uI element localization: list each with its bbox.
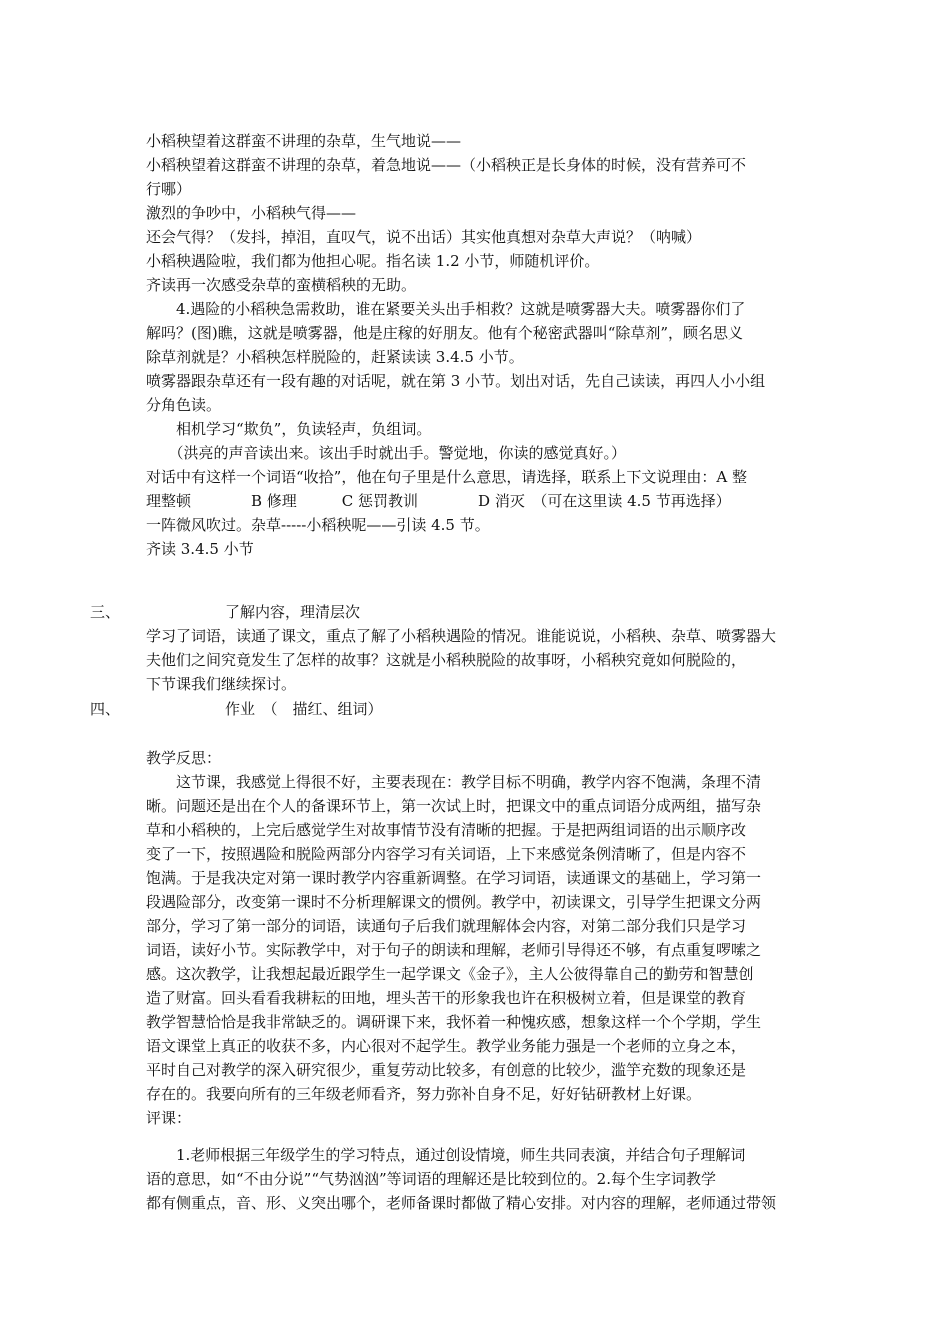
- text-line: 齐读再一次感受杂草的蛮横稻秧的无助。: [146, 276, 417, 294]
- section-3-body: [146, 624, 810, 696]
- reflection-heading: 教学反思：: [146, 749, 222, 767]
- text-line: 感。这次教学，让我想起最近跟学生一起学课文《金子》，主人公彼得靠自己的勤劳和智慧创: [146, 965, 754, 983]
- text-line: 1.老师根据三年级学生的学习特点，通过创设情境，师生共同表演，并结合句子理解词: [146, 1146, 746, 1164]
- text-line: 相机学习“欺负”，负读轻声，负组词。: [146, 420, 432, 438]
- text-line: 4.遇险的小稻秧急需救助，谁在紧要关头出手相救？这就是喷雾器大夫。喷雾器你们了: [146, 300, 746, 318]
- text-line: 小稻秧望着这群蛮不讲理的杂草，着急地说——（小稻秧正是长身体的时候，没有营养可不: [146, 156, 747, 174]
- reflection-body: [146, 770, 810, 1106]
- text-line: 语的意思，如“不由分说”“气势汹汹”等词语的理解还是比较到位的。2.每个生字词教学: [146, 1170, 716, 1188]
- text-line: 激烈的争吵中，小稻秧气得——: [146, 204, 357, 222]
- text-line: 下节课我们继续探讨。: [146, 675, 297, 693]
- text-line: （洪亮的声音读出来。该出手时就出手。警觉地，你读的感觉真好。）: [146, 444, 627, 462]
- text-line: 语文课堂上真正的收获不多，内心很对不起学生。教学业务能力强是一个老师的立身之本，: [146, 1037, 747, 1055]
- text-line: 晰。问题还是出在个人的备课环节上，第一次试上时，把课文中的重点词语分成两组，描写杂: [146, 797, 762, 815]
- text-line: 分角色读。: [146, 396, 222, 414]
- text-line: 存在的。我要向所有的三年级老师看齐，努力弥补自身不足，好好钻研教材上好课。: [146, 1085, 702, 1103]
- text-line: 解吗？(图)瞧，这就是喷雾器，他是庄稼的好朋友。他有个秘密武器叫“除草剂”，顾名思义: [146, 324, 744, 342]
- text-line: 平时自己对教学的深入研究很少，重复劳动比较多，有创意的比较少，滥竽充数的现象还是: [146, 1061, 747, 1079]
- section-3-number: 三、: [90, 603, 121, 621]
- text-line: 行哪）: [146, 180, 192, 198]
- text-line: 学习了词语，读通了课文，重点了解了小稻秧遇险的情况。谁能说说，小稻秧、杂草、喷雾器大: [146, 627, 777, 645]
- text-line: 变了一下，按照遇险和脱险两部分内容学习有关词语，上下来感觉条例清晰了，但是内容不: [146, 845, 747, 863]
- text-line: 都有侧重点，音、形、义突出哪个，老师备课时都做了精心安排。对内容的理解，老师通过带领: [146, 1194, 777, 1212]
- text-line: 教学智慧恰恰是我非常缺乏的。调研课下来，我怀着一种愧疚感，想象这样一个个学期，学生: [146, 1013, 762, 1031]
- text-line: 夫他们之间究竟发生了怎样的故事？这就是小稻秧脱险的故事呀，小稻秧究竟如何脱险的，: [146, 651, 747, 669]
- text-line: 小稻秧望着这群蛮不讲理的杂草，生气地说——: [146, 132, 462, 150]
- review-heading: 评课：: [146, 1109, 192, 1127]
- text-line: 小稻秧遇险啦，我们都为他担心呢。指名读 1.2 小节，师随机评价。: [146, 252, 600, 270]
- review-body: [146, 1143, 810, 1215]
- text-line: 对话中有这样一个词语“收拾”，他在句子里是什么意思，请选择，联系上下文说理由：A 整: [146, 468, 747, 486]
- text-line: 造了财富。回头看看我耕耘的田地，埋头苦干的形象我也许在积极树立着，但是课堂的教育: [146, 989, 747, 1007]
- text-line: 词语，读好小节。实际教学中，对于句子的朗读和理解，老师引导得还不够，有点重复啰嗦之: [146, 941, 762, 959]
- text-line: 草和小稻秧的，上完后感觉学生对故事情节没有清晰的把握。于是把两组词语的出示顺序改: [146, 821, 747, 839]
- text-line: 还会气得？（发抖，掉泪，直叹气，说不出话）其实他真想对杂草大声说？（呐喊）: [146, 228, 702, 246]
- section-4-number: 四、: [90, 700, 121, 718]
- section-4-title: 作业 （ 描红、组词）: [225, 700, 383, 718]
- text-line: 喷雾器跟杂草还有一段有趣的对话呢，就在第 3 小节。划出对话，先自己读读，再四人小小组: [146, 372, 766, 390]
- text-line: 段遇险部分，改变第一课时不分析理解课文的惯例。教学中，初读课文，引导学生把课文分两: [146, 893, 762, 911]
- text-line: 齐读 3.4.5 小节: [146, 540, 254, 558]
- section-3-title: 了解内容，理清层次: [225, 603, 361, 621]
- text-line: 除草剂就是？小稻秧怎样脱险的，赶紧读读 3.4.5 小节。: [146, 348, 524, 366]
- text-line: 理整顿 B 修理 C 惩罚教训 D 消灭 （可在这里读 4.5 节再选择）: [146, 492, 731, 510]
- text-line: 这节课，我感觉上得很不好，主要表现在：教学目标不明确，教学内容不饱满，条理不清: [146, 773, 762, 791]
- text-line: 部分，学习了第一部分的词语，读通句子后我们就理解体会内容，对第二部分我们只是学习: [146, 917, 747, 935]
- text-line: 一阵微风吹过。杂草-----小稻秧呢——引读 4.5 节。: [146, 516, 490, 534]
- text-line: 饱满。于是我决定对第一课时教学内容重新调整。在学习词语，读通课文的基础上，学习第一: [146, 869, 762, 887]
- lesson-steps-block: [146, 129, 810, 561]
